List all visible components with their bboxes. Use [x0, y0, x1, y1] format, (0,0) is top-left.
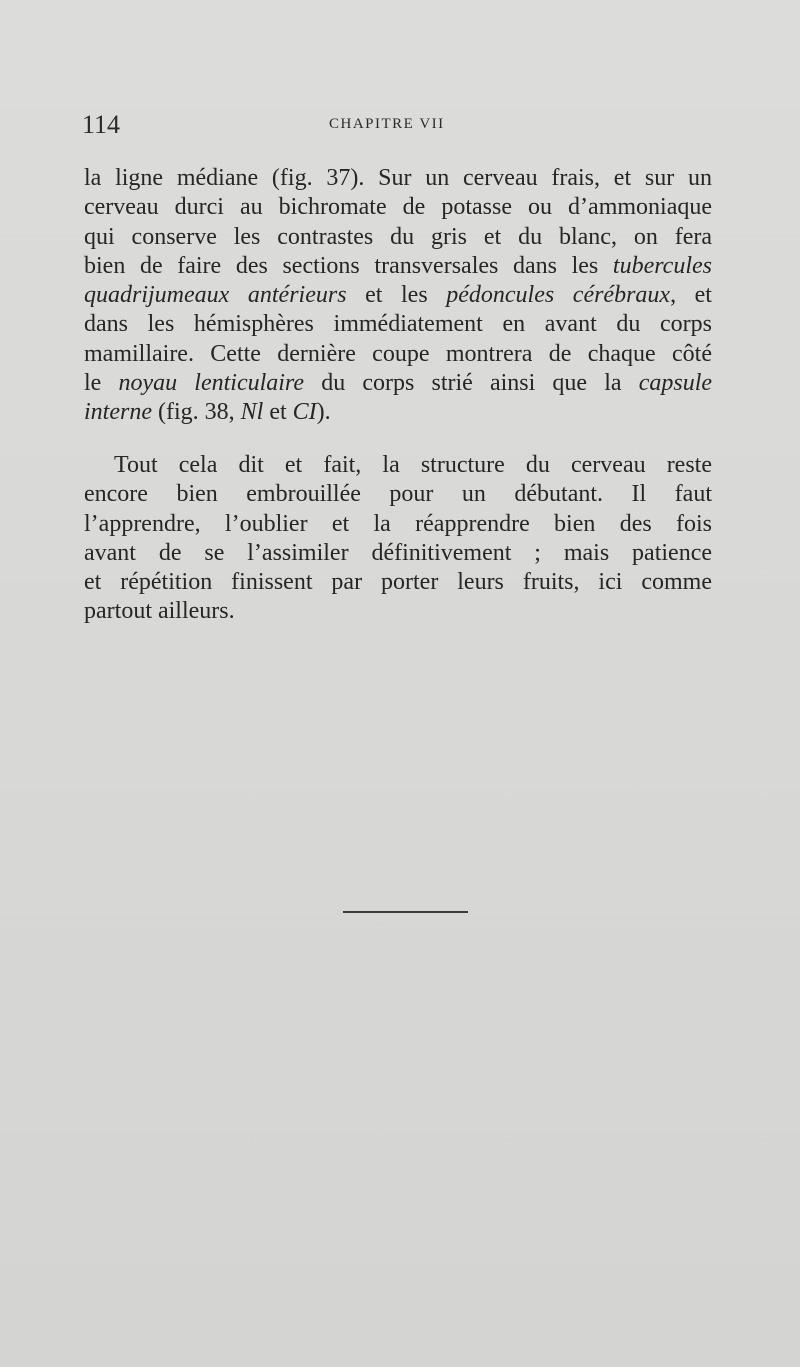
text-run: cerveau durci au bichromate de potasse ou d’ammoniaque — [84, 194, 712, 221]
text-run: et répétition finissent par porter leurs fruits, ici comme — [84, 569, 712, 596]
text-line — [84, 281, 712, 310]
text-run: bien de faire des sections transversales dans les — [84, 252, 613, 279]
text-line — [84, 369, 712, 398]
italic-text: tubercules — [612, 252, 712, 279]
text-run: avant de se l’assimiler définitivement ; mais patience — [84, 539, 712, 566]
text-line — [84, 510, 712, 539]
text-line — [84, 539, 712, 568]
text-line — [84, 193, 712, 222]
text-line — [84, 597, 712, 626]
italic-text: capsule — [638, 370, 713, 397]
text-line — [84, 340, 712, 369]
page-number: 114 — [82, 110, 121, 139]
text-line — [84, 568, 712, 597]
text-run: , et — [670, 282, 712, 309]
text-run: l’apprendre, l’oublier et la réapprendre bien des fois — [84, 510, 712, 537]
text-line — [84, 252, 712, 281]
text-run: dans les hémisphères immédiatement en avant du corps — [84, 311, 712, 338]
text-run: et les — [346, 282, 447, 309]
text-line — [84, 480, 712, 509]
text-line — [84, 223, 712, 252]
section-end-rule — [343, 911, 468, 913]
text-run: le — [84, 370, 119, 397]
text-line — [84, 164, 712, 193]
text-run: Tout cela dit et fait, la structure du cerveau reste — [114, 452, 712, 478]
italic-text: noyau lenticulaire — [118, 370, 305, 397]
paragraph-1 — [84, 164, 712, 428]
text-run: (fig. 38, — [151, 399, 241, 426]
italic-text: interne — [84, 399, 152, 426]
text-run: et — [263, 399, 293, 426]
text-run: partout ailleurs. — [84, 598, 235, 625]
text-run: encore bien embrouillée pour un débutant. Il faut — [84, 481, 712, 508]
italic-text: Nl — [240, 399, 264, 426]
text-run: mamillaire. Cette dernière coupe montrera de chaque côté — [84, 340, 712, 367]
text-run: du corps strié ainsi que la — [304, 370, 639, 397]
text-line — [84, 310, 712, 339]
running-head: CHAPITRE VII — [329, 116, 445, 132]
italic-text: quadrijumeaux antérieurs — [84, 282, 347, 309]
paragraph-2 — [84, 451, 712, 627]
text-run: qui conserve les contrastes du gris et du blanc, on fera — [84, 223, 712, 250]
text-run: la ligne médiane (fig. 37). Sur un cerveau frais, et sur un — [84, 165, 712, 191]
text-run: ). — [316, 399, 331, 426]
text-line — [84, 398, 712, 427]
italic-text: pédoncules cérébraux — [446, 282, 671, 309]
text-line — [84, 451, 712, 480]
italic-text: CI — [292, 399, 317, 426]
